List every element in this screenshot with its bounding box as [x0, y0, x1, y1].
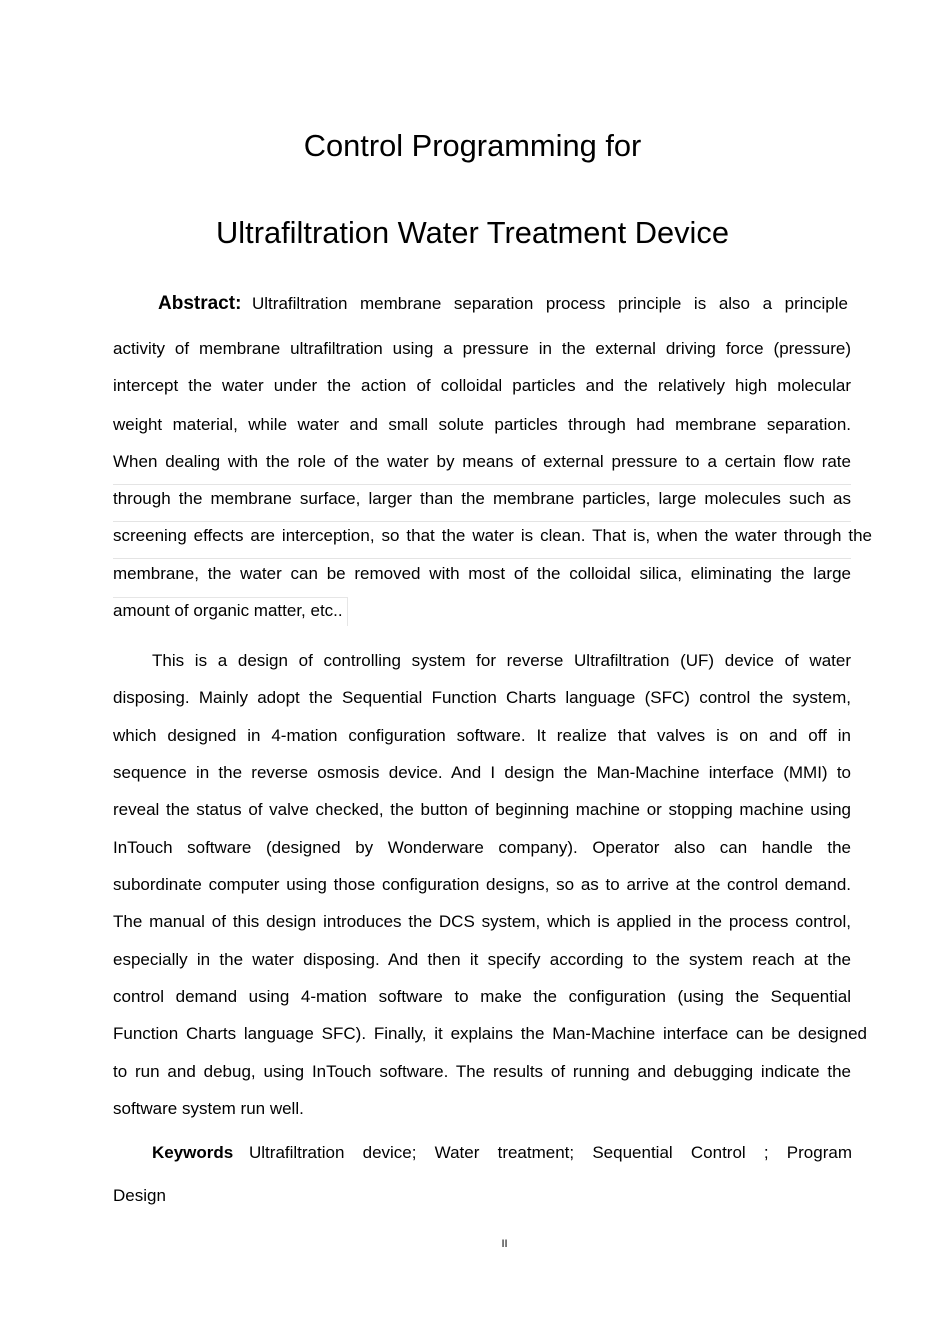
document-title-line-2: Ultrafiltration Water Treatment Device — [216, 215, 729, 250]
abstract-line: through the membrane surface, larger than the membrane particles, large molecules such as — [113, 489, 851, 508]
keywords-label: Keywords — [152, 1143, 234, 1162]
abstract-line: intercept the water under the action of colloidal particles and the relatively high molecular — [113, 376, 851, 395]
body-line: disposing. Mainly adopt the Sequential Function Charts language (SFC) control the system, — [113, 688, 851, 707]
body-line: The manual of this design introduces the DCS system, which is applied in the process control, — [113, 912, 851, 931]
body-line: sequence in the reverse osmosis device. And I design the Man-Machine interface (MMI) to — [113, 763, 851, 782]
document-title-line-1: Control Programming for — [303, 128, 642, 163]
body-line: InTouch software (designed by Wonderware company). Operator also can handle the — [113, 838, 851, 857]
body-line: to run and debug, using InTouch software. The results of running and debugging indicate the — [113, 1062, 851, 1081]
abstract-line: When dealing with the role of the water by means of external pressure to a certain flow rate — [113, 452, 851, 471]
body-line: reveal the status of valve checked, the button of beginning machine or stopping machine using — [113, 800, 851, 819]
abstract-first-line: Ultrafiltration membrane separation process principle is also a principle — [252, 294, 848, 313]
page-number: II — [501, 1238, 508, 1250]
body-line: software system run well. — [113, 1099, 304, 1118]
keywords-continuation: Design — [113, 1186, 166, 1205]
abstract-line: activity of membrane ultrafiltration using a pressure in the external driving force (pressure) — [113, 339, 851, 358]
divider — [113, 558, 851, 559]
body-line: control demand using 4-mation software to make the configuration (using the Sequential — [113, 987, 851, 1006]
keywords-list: Ultrafiltration device; Water treatment; Sequential Control ; Program — [249, 1143, 852, 1162]
abstract-line: weight material, while water and small solute particles through had membrane separation. — [113, 415, 851, 434]
divider — [113, 484, 851, 485]
body-first-line: This is a design of controlling system for reverse Ultrafiltration (UF) device of water — [152, 651, 851, 670]
divider — [113, 521, 851, 522]
abstract-label: Abstract: — [158, 293, 242, 314]
body-line: subordinate computer using those configuration designs, so as to arrive at the control demand. — [113, 875, 851, 894]
body-line: especially in the water disposing. And then it specify according to the system reach at the — [113, 950, 851, 969]
body-line: Function Charts language SFC). Finally, it explains the Man-Machine interface can be designed — [113, 1024, 867, 1043]
body-line: which designed in 4-mation configuration software. It realize that valves is on and off in — [113, 726, 851, 745]
abstract-line: amount of organic matter, etc.. — [113, 601, 343, 620]
abstract-line: membrane, the water can be removed with most of the colloidal silica, eliminating the large — [113, 564, 851, 583]
text-box-outline — [113, 597, 348, 626]
abstract-line: screening effects are interception, so that the water is clean. That is, when the water through the — [113, 526, 872, 545]
